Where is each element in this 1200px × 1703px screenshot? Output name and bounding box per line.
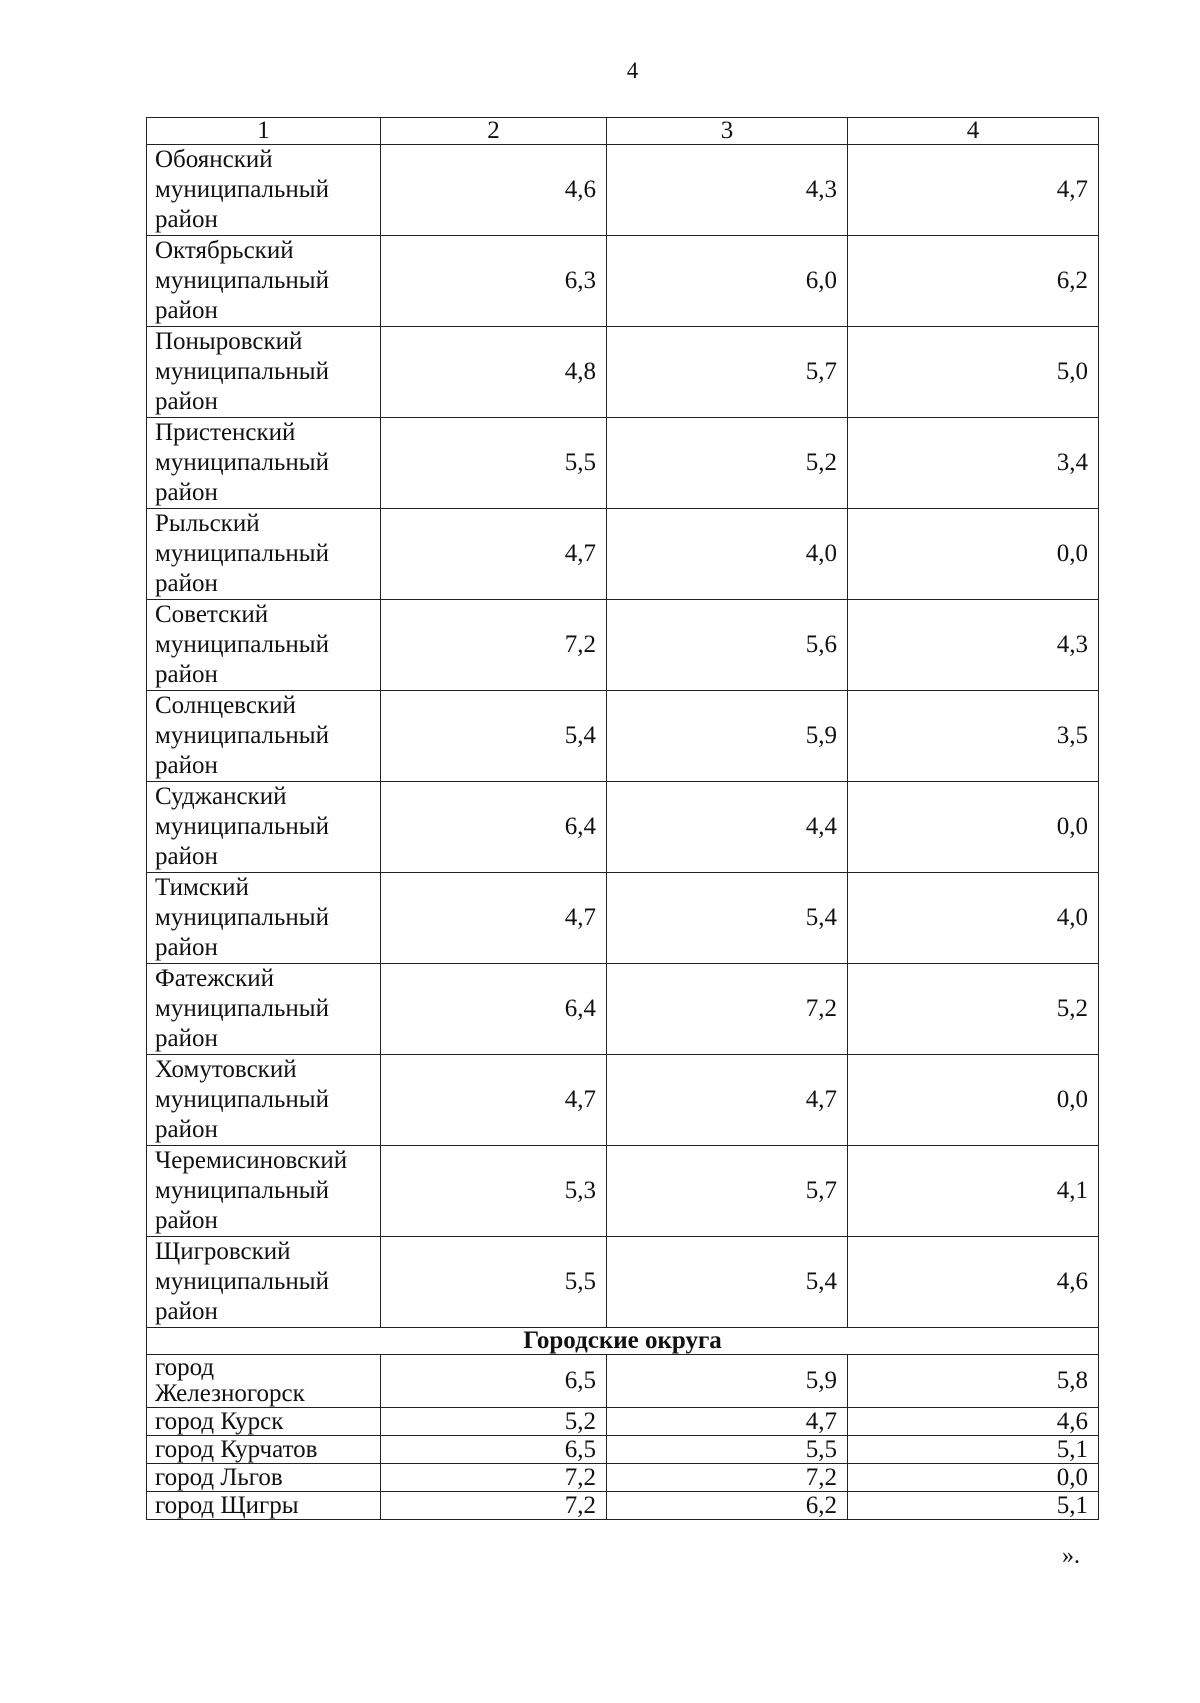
value-cell-col3: 4,0	[607, 509, 848, 600]
data-table	[146, 117, 1099, 1520]
row-name-cell: город Курчатов	[147, 1436, 381, 1464]
row-name-cell: Тимский муниципальный район	[147, 873, 381, 964]
value-cell-col4: 4,6	[848, 1408, 1099, 1436]
value-cell-col3: 5,9	[607, 1355, 848, 1408]
table-row	[147, 873, 1099, 964]
table-row	[147, 145, 1099, 236]
value-cell-col2: 4,8	[381, 327, 607, 418]
value-cell-col4: 0,0	[848, 509, 1099, 600]
table-body	[147, 118, 1099, 1520]
value-cell-col3: 6,2	[607, 1492, 848, 1520]
row-name-cell: Поныровский муниципальный район	[147, 327, 381, 418]
header-row	[147, 118, 1099, 145]
page-number: 4	[626, 58, 639, 83]
row-name-cell: Хомутовский муниципальный район	[147, 1055, 381, 1146]
value-cell-col4: 5,8	[848, 1355, 1099, 1408]
table-row	[147, 1355, 1099, 1408]
row-name-cell: Октябрьский муниципальный район	[147, 236, 381, 327]
value-cell-col2: 6,5	[381, 1436, 607, 1464]
value-cell-col4: 0,0	[848, 1055, 1099, 1146]
value-cell-col2: 4,7	[381, 509, 607, 600]
value-cell-col3: 5,5	[607, 1436, 848, 1464]
value-cell-col2: 7,2	[381, 1464, 607, 1492]
table-row	[147, 1464, 1099, 1492]
value-cell-col4: 5,0	[848, 327, 1099, 418]
table-row	[147, 1436, 1099, 1464]
value-cell-col2: 5,3	[381, 1146, 607, 1237]
value-cell-col3: 5,4	[607, 1237, 848, 1328]
value-cell-col2: 6,5	[381, 1355, 607, 1408]
table-row	[147, 1055, 1099, 1146]
row-name-cell: Фатежский муниципальный район	[147, 964, 381, 1055]
value-cell-col3: 4,7	[607, 1408, 848, 1436]
table-row	[147, 327, 1099, 418]
value-cell-col3: 4,4	[607, 782, 848, 873]
row-name-cell: Солнцевский муниципальный район	[147, 691, 381, 782]
value-cell-col2: 6,4	[381, 782, 607, 873]
value-cell-col2: 5,4	[381, 691, 607, 782]
value-cell-col4: 0,0	[848, 1464, 1099, 1492]
section-row	[147, 1328, 1099, 1355]
row-name-cell: город Железногорск	[147, 1355, 381, 1408]
value-cell-col2: 5,5	[381, 418, 607, 509]
value-cell-col3: 7,2	[607, 1464, 848, 1492]
header-cell-1: 1	[147, 118, 381, 145]
row-name-cell: Рыльский муниципальный район	[147, 509, 381, 600]
value-cell-col2: 6,4	[381, 964, 607, 1055]
table-row	[147, 1237, 1099, 1328]
value-cell-col4: 4,6	[848, 1237, 1099, 1328]
table-row	[147, 600, 1099, 691]
table-row	[147, 1146, 1099, 1237]
section-title: Городские округа	[147, 1328, 1099, 1355]
value-cell-col2: 4,7	[381, 1055, 607, 1146]
value-cell-col2: 7,2	[381, 600, 607, 691]
table-row	[147, 691, 1099, 782]
table-row	[147, 1492, 1099, 1520]
row-name-cell: Черемисиновский муниципальный район	[147, 1146, 381, 1237]
value-cell-col3: 5,2	[607, 418, 848, 509]
value-cell-col2: 7,2	[381, 1492, 607, 1520]
value-cell-col4: 3,4	[848, 418, 1099, 509]
header-cell-2: 2	[381, 118, 607, 145]
table-row	[147, 782, 1099, 873]
value-cell-col4: 5,1	[848, 1436, 1099, 1464]
closing-mark: ».	[1062, 1543, 1080, 1569]
value-cell-col4: 0,0	[848, 782, 1099, 873]
value-cell-col3: 5,7	[607, 1146, 848, 1237]
table-row	[147, 1408, 1099, 1436]
value-cell-col4: 3,5	[848, 691, 1099, 782]
table-row	[147, 509, 1099, 600]
value-cell-col3: 4,7	[607, 1055, 848, 1146]
value-cell-col4: 4,0	[848, 873, 1099, 964]
value-cell-col2: 4,7	[381, 873, 607, 964]
value-cell-col4: 6,2	[848, 236, 1099, 327]
row-name-cell: Советский муниципальный район	[147, 600, 381, 691]
header-cell-3: 3	[607, 118, 848, 145]
value-cell-col2: 4,6	[381, 145, 607, 236]
value-cell-col4: 4,1	[848, 1146, 1099, 1237]
value-cell-col4: 5,2	[848, 964, 1099, 1055]
table-row	[147, 236, 1099, 327]
row-name-cell: Суджанский муниципальный район	[147, 782, 381, 873]
value-cell-col2: 5,2	[381, 1408, 607, 1436]
value-cell-col3: 7,2	[607, 964, 848, 1055]
row-name-cell: город Щигры	[147, 1492, 381, 1520]
row-name-cell: Щигровский муниципальный район	[147, 1237, 381, 1328]
value-cell-col3: 5,7	[607, 327, 848, 418]
value-cell-col3: 6,0	[607, 236, 848, 327]
table-row	[147, 418, 1099, 509]
value-cell-col2: 6,3	[381, 236, 607, 327]
header-cell-4: 4	[848, 118, 1099, 145]
value-cell-col4: 4,3	[848, 600, 1099, 691]
value-cell-col2: 5,5	[381, 1237, 607, 1328]
value-cell-col3: 4,3	[607, 145, 848, 236]
row-name-cell: город Курск	[147, 1408, 381, 1436]
table-row	[147, 964, 1099, 1055]
value-cell-col3: 5,9	[607, 691, 848, 782]
value-cell-col3: 5,4	[607, 873, 848, 964]
row-name-cell: Пристенский муниципальный район	[147, 418, 381, 509]
value-cell-col3: 5,6	[607, 600, 848, 691]
value-cell-col4: 5,1	[848, 1492, 1099, 1520]
row-name-cell: Обоянский муниципальный район	[147, 145, 381, 236]
row-name-cell: город Льгов	[147, 1464, 381, 1492]
value-cell-col4: 4,7	[848, 145, 1099, 236]
